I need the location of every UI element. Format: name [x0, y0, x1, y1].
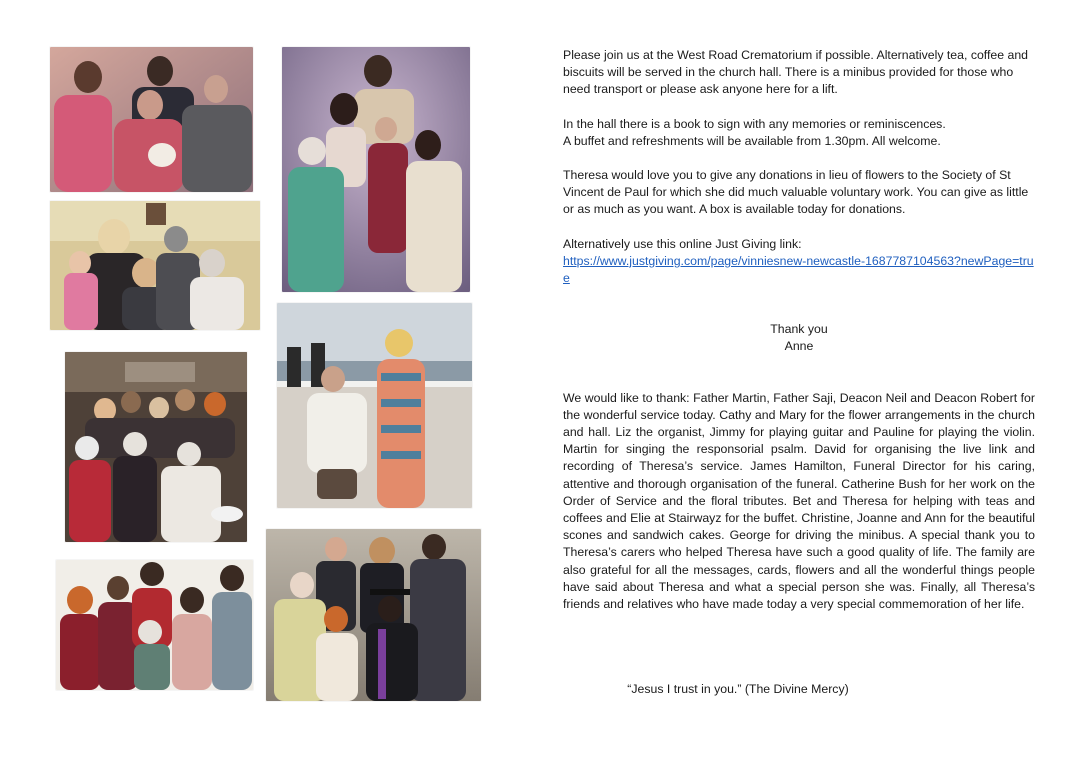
hall-line-1: In the hall there is a book to sign with any memories or reminiscences. [563, 116, 946, 131]
just-giving-intro: Alternatively use this online Just Giving link: [563, 236, 802, 251]
acknowledgements-paragraph: We would like to thank: Father Martin, Father Saji, Deacon Neil and Deacon Robert for the wonderful service today. Cathy and Mary for the flower arrangements in the church and hall. Liz the organist, Jimmy for playing guitar and Pauline for playing the violin. Martin for singing the responsorial psalm. David for organising the live link and recording of Theresa’s service. James Hamilton, Funeral Director for his caring, attentive and thorough organisation of the funeral. Catherine Bush for her work on the Order of Service and the floral tributes. Bet and Theresa for helping with teas and coffees and Elie at Stairwayz for the buffet. Christine, Joanne and Ann for the beautiful scones and sandwich cakes. George for driving the minibus. A special thank you to Theresa’s carers who helped Theresa have such a good quality of life. The family are also grateful for all the messages, cards, flowers and all the wonderful things people have said about Theresa and what a special person she was. Finally, all Theresa’s friends and relatives who have made today a very special commemoration of her life. [563, 390, 1035, 612]
crematorium-paragraph: Please join us at the West Road Crematorium if possible. Alternatively tea, coffee and biscuits will be served in the church hall. There is a minibus provided for those who need transport or please ask anyone here for a lift. [563, 48, 1029, 97]
signature-name: Anne [784, 339, 814, 354]
photo-couple-on-ship-deck [277, 303, 472, 508]
just-giving-link[interactable]: https://www.justgiving.com/page/vinniesnew-newcastle-1687787104563?newPage=true [563, 253, 1034, 286]
divine-mercy-quote: “Jesus I trust in you.” (The Divine Mercy) [627, 682, 849, 696]
photo-family-group-indoors [56, 560, 253, 690]
photo-women-with-toddler [50, 201, 260, 330]
photo-graduation-family [266, 529, 481, 701]
photo-party-group [65, 352, 247, 542]
photo-family-portrait-studio [282, 47, 470, 292]
text-column [563, 47, 1035, 630]
hall-paragraph [563, 116, 1035, 150]
photo-family-portrait-with-baby [50, 47, 253, 192]
donations-paragraph: Theresa would love you to give any donations in lieu of flowers to the Society of St Vincent de Paul for which she did much valuable voluntary work. You can give as little or as much as you want. A box is available today for donations. [563, 168, 1029, 217]
just-giving-paragraph [563, 236, 1035, 288]
thank-you-text: Thank you [770, 322, 828, 337]
hall-line-2: A buffet and refreshments will be available from 1.30pm. All welcome. [563, 133, 941, 148]
